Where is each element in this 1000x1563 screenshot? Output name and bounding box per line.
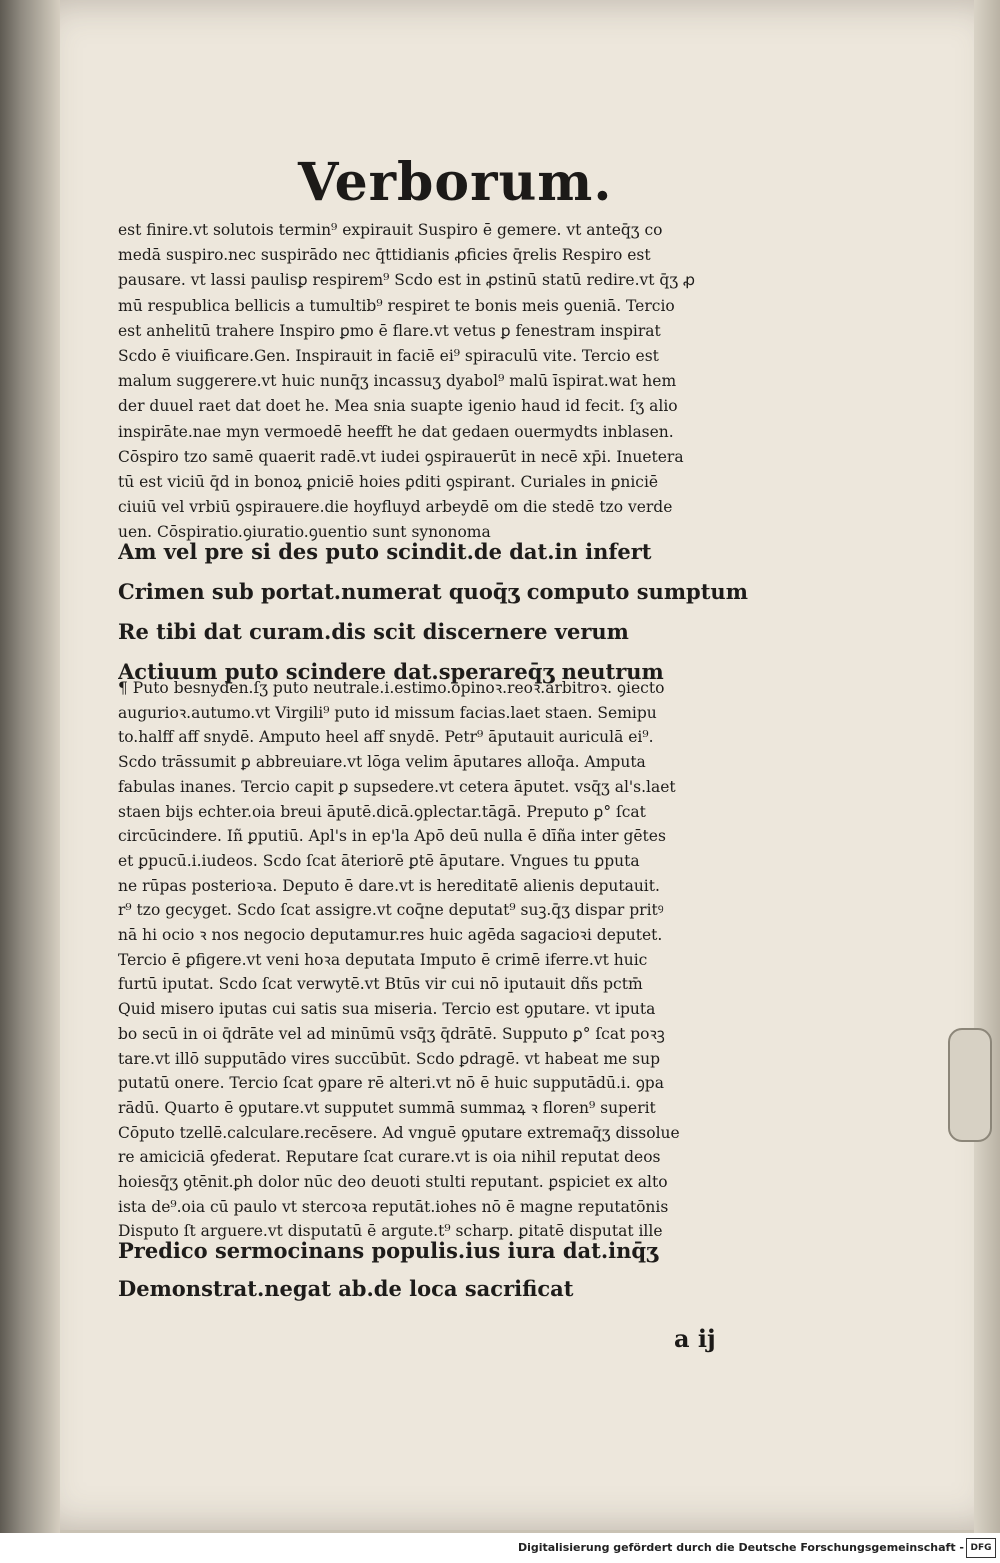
text-line: r⁹ tzo gecyget. Scdo ſcat assigre.vt coq̄ne deputat⁹ suꝫ.q̄ʒ dispar pritꝰ — [118, 901, 664, 920]
text-line: tare.vt illō supputādo vires succūbūt. Scdo ꝑdragē. vt habeat me sup — [118, 1049, 661, 1068]
verse-block-2 — [118, 1232, 778, 1308]
text-line: circūcindere. Iñ ꝑputiū. Apl's in ep'la Apō deū nulla ē dīña inter gētes — [118, 827, 666, 846]
text-line: Cōputo tzellē.calculare.recēsere. Ad vnguē ꝯputare extremaq̄ʒ dissolue — [118, 1123, 680, 1142]
text-line: to.halff aff snydē. Amputo heel aff snydē. Petr⁹ āputauit auriculā ei⁹. — [118, 728, 654, 747]
text-line: Scdo ē viuificare.Gen. Inspirauit in faciē ei⁹ spiraculū vite. Tercio est — [118, 347, 659, 366]
prose-block-2 — [118, 676, 778, 1244]
text-line: rādū. Quarto ē ꝯputare.vt supputet summā summaꝝ ꝛ floren⁹ superit — [118, 1098, 656, 1117]
verse-line: Actiuum puto scindere dat.sperareq̄ʒ neutrum — [118, 659, 664, 684]
text-line: Scdo trāssumit ꝑ abbreuiare.vt lōga velim āputares alloq̄a. Amputa — [118, 753, 646, 772]
text-line: pausare. vt lassi paulisꝑ respirem⁹ Scdo est in ꝓstinū statū redire.vt q̄ʒ ꝓ — [118, 271, 696, 290]
verse-block-1 — [118, 532, 778, 692]
text-line: medā suspiro.nec suspirādo nec q̄ttidianis ꝓficies q̄relis Respiro est — [118, 246, 651, 265]
text-line: tū est viciū q̄d in bonoꝝ ꝑniciē hoies ꝑditi ꝯspirant. Curiales in ꝑniciē — [118, 473, 659, 492]
text-line: bo secū in oi q̄drāte vel ad minūmū vsq̄ʒ q̄drātē. Supputo ꝑ° ſcat poꝛꝫ — [118, 1024, 665, 1043]
verse-line: Predico sermocinans populis.ius iura dat.inq̄ʒ — [118, 1238, 658, 1263]
text-line: Tercio ē ꝑfigere.vt veni hoꝛa deputata Imputo ē crimē iferre.vt huic — [118, 950, 648, 969]
text-line: uen. Cōspiratio.ꝯiuratio.ꝯuentio sunt synonoma — [118, 523, 491, 542]
text-line: Cōspiro tzo samē quaerit radē.vt iudei ꝯspirauerūt in necē xp̄i. Inuetera — [118, 447, 684, 466]
text-line: nā hi ocio ꝛ nos negocio deputamur.res huic agēda sagacioꝛi deputet. — [118, 926, 663, 945]
text-line: ista de⁹.oia cū paulo vt stercoꝛa reputāt.iohes nō ē magne reputatōnis — [118, 1197, 669, 1216]
text-line: fabulas inanes. Tercio capit ꝑ supsedere.vt cetera āputet. vsq̄ʒ al's.laet — [118, 777, 676, 796]
text-line: et ꝑpucū.i.iudeos. Scdo ſcat āteriorē ꝑtē āputare. Vngues tu ꝑputa — [118, 851, 640, 870]
running-head: Verborum. — [298, 152, 613, 213]
text-line: inspirāte.nae myn vermoedē heefft he dat gedaen ouermydts inblasen. — [118, 422, 674, 441]
text-line: est anhelitū trahere Inspiro ꝑmo ē flare.vt vetus ꝑ fenestram inspirat — [118, 321, 661, 340]
text-line: est finire.vt solutois termin⁹ expirauit Suspiro ē gemere. vt anteq̄ʒ co — [118, 221, 663, 239]
text-line: furtū iputat. Scdo ſcat verwytē.vt Btūs vir cui nō iputauit dñs pctm̄ — [118, 975, 643, 994]
text-line: re amiciciā ꝯfederat. Reputare ſcat curare.vt is oia nihil reputat deos — [118, 1148, 661, 1167]
text-line: hoiesq̄ʒ ꝯtēnit.ꝑh dolor nūc deo deuoti stulti reputant. ꝑspiciet ex alto — [118, 1173, 668, 1192]
footer-credit: Digitalisierung gefördert durch die Deutsche Forschungsgemeinschaft - — [517, 1541, 964, 1554]
text-line: Quid misero iputas cui satis sua miseria. Tercio est ꝯputare. vt iputa — [118, 1000, 656, 1019]
gutter-shadow — [0, 0, 60, 1563]
signature-mark: a ij — [674, 1324, 716, 1353]
text-line: mū respublica bellicis a tumultib⁹ respiret te bonis meis ꝯueniā. Tercio — [118, 296, 675, 315]
text-line: der duuel raet dat doet he. Mea snia suapte igenio haud id fecit. ſʒ alio — [118, 397, 678, 416]
verse-line: Demonstrat.negat ab.de loca sacrificat — [118, 1276, 574, 1301]
text-line: ¶ Puto besnyden.ſʒ puto neutrale.i.estimo.opinoꝛ.reoꝛ.arbitroꝛ. ꝯiecto — [118, 679, 665, 697]
text-line: Disputo ſt arguere.vt disputatū ē argute.t⁹ scharp. ꝑitatē disputat ille — [118, 1222, 663, 1241]
text-line: augurioꝛ.autumo.vt Virgili⁹ puto id missum facias.laet staen. Semipu — [118, 703, 657, 722]
verse-line: Crimen sub portat.numerat quoq̄ʒ computo sumptum — [118, 579, 748, 604]
verse-line: Am vel pre si des puto scindit.de dat.in infert — [118, 539, 652, 564]
text-line: ne rūpas posterioꝛa. Deputo ē dare.vt is hereditatē alienis deputauit. — [118, 876, 660, 895]
dfg-logo: DFG — [966, 1538, 996, 1558]
binding-tab — [948, 1028, 992, 1142]
page-edge — [974, 0, 1000, 1563]
text-line: ciuiū vel vrbiū ꝯspirauere.die hoyfluyd arbeydē om die stedē tzo verde — [118, 498, 673, 517]
verse-line: Re tibi dat curam.dis scit discernere verum — [118, 619, 629, 644]
text-line: staen bijs echter.oia breui āputē.dicā.ꝯplectar.tāgā. Preputo ꝑ° ſcat — [118, 802, 646, 821]
prose-block-1 — [118, 218, 778, 546]
digitization-footer — [0, 1533, 1000, 1563]
text-line: putatū onere. Tercio ſcat ꝯpare rē alteri.vt nō ē huic supputādū.i. ꝯpa — [118, 1074, 664, 1093]
text-line: malum suggerere.vt huic nunq̄ʒ incassuʒ dyabol⁹ malū īspirat.wat hem — [118, 372, 677, 391]
